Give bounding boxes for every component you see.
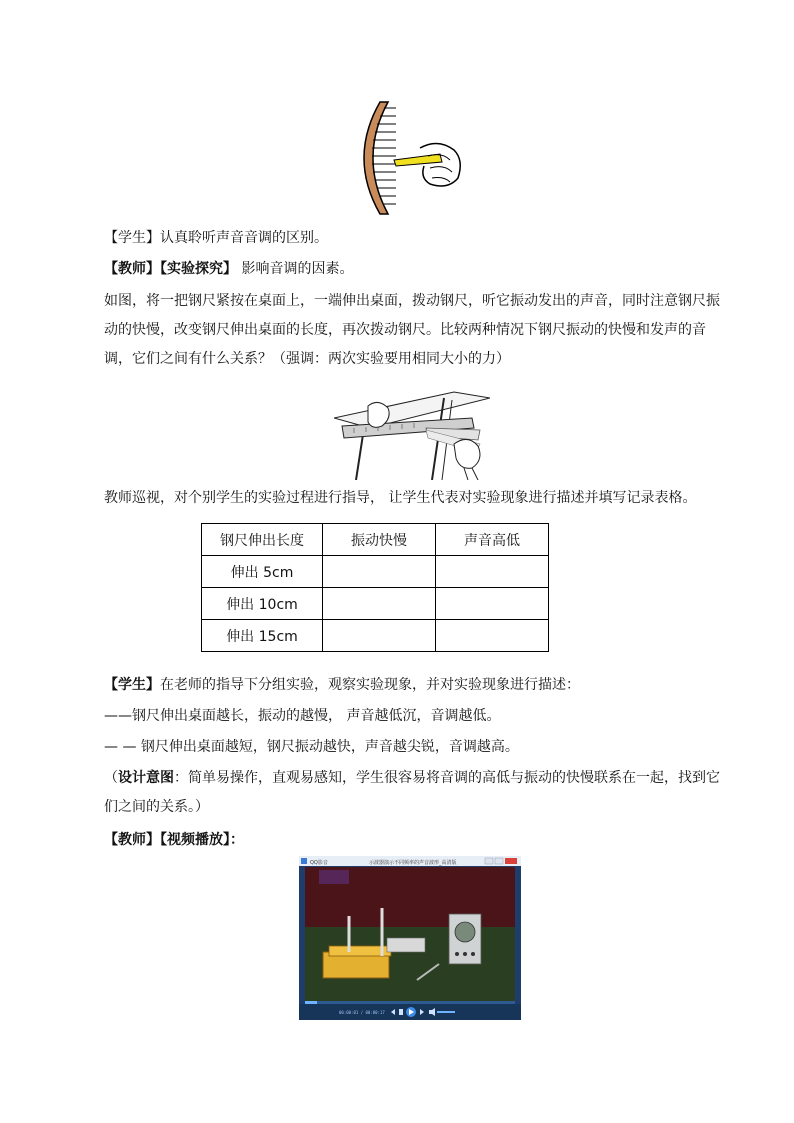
table-cell: 伸出 15cm bbox=[202, 620, 323, 652]
paragraph-teacher-video bbox=[104, 830, 718, 850]
paragraph-text: 在老师的指导下分组实验，观察实验现象，并对实验现象进行描述： bbox=[160, 677, 580, 693]
table-row bbox=[202, 620, 549, 652]
paragraph-text: 影响音调的因素。 bbox=[237, 261, 354, 277]
playback-time: 00:00:01 / 00:00:17 bbox=[339, 1010, 385, 1015]
paragraph-design-intent bbox=[104, 764, 720, 822]
tag-teacher: 【教师】 bbox=[104, 832, 160, 848]
table-cell bbox=[436, 620, 549, 652]
table-header-row bbox=[202, 524, 549, 556]
table-header-cell: 振动快慢 bbox=[323, 524, 436, 556]
paragraph-observation-long: ——钢尺伸出桌面越长，振动的越慢， 声音越低沉，音调越低。 bbox=[104, 708, 501, 724]
paragraph-observation-short: — — 钢尺伸出桌面越短，钢尺振动越快，声音越尖锐，音调越高。 bbox=[104, 739, 519, 755]
volume-slider[interactable] bbox=[437, 1011, 455, 1013]
tag-design-intent: 设计意图 bbox=[118, 770, 174, 786]
close-button[interactable] bbox=[505, 858, 517, 864]
paragraph-text: ：简单易操作，直观易感知，学生很容易将音调的高低与振动的快慢联系在一起，找到它们之间的关系。） bbox=[104, 770, 720, 815]
comb-sound-illustration bbox=[350, 98, 470, 218]
table-row bbox=[202, 556, 549, 588]
tag-video: 【视频播放】 bbox=[160, 832, 230, 848]
paragraph-text: （ bbox=[104, 770, 118, 786]
tag-student: 【学生】 bbox=[104, 677, 160, 693]
table-header-cell: 声音高低 bbox=[436, 524, 549, 556]
video-title: 示波器演示不同频率的声音波形_高清版 bbox=[369, 860, 457, 866]
app-logo-icon bbox=[301, 858, 307, 864]
table-cell bbox=[436, 556, 549, 588]
tag-teacher: 【教师】 bbox=[104, 261, 160, 277]
table-cell: 伸出 10cm bbox=[202, 588, 323, 620]
ruler-on-table-illustration bbox=[334, 384, 490, 480]
video-player-screenshot bbox=[299, 856, 521, 1020]
paragraph-text: 认真聆听声音音调的区别。 bbox=[160, 230, 328, 246]
record-table bbox=[201, 523, 549, 652]
table-header-cell: 钢尺伸出长度 bbox=[202, 524, 323, 556]
table-cell bbox=[323, 588, 436, 620]
tag-experiment: 【实验探究】 bbox=[160, 261, 237, 277]
paragraph-text: ： bbox=[230, 832, 244, 848]
paragraph-student-2 bbox=[104, 675, 718, 695]
progress-fill bbox=[305, 1001, 317, 1004]
minimize-button[interactable] bbox=[485, 858, 493, 864]
paragraph-teacher-1 bbox=[104, 259, 718, 279]
maximize-button[interactable] bbox=[495, 858, 503, 864]
tag-student: 【学生】 bbox=[104, 230, 160, 246]
paragraph-teacher-patrol: 教师巡视，对个别学生的实验过程进行指导， 让学生代表对实验现象进行描述并填写记录表格。 bbox=[104, 490, 697, 506]
table-cell bbox=[436, 588, 549, 620]
table-cell bbox=[323, 620, 436, 652]
table-row bbox=[202, 588, 549, 620]
paragraph-student-1 bbox=[104, 228, 718, 248]
app-name: QQ影音 bbox=[310, 860, 328, 866]
stop-icon[interactable] bbox=[399, 1009, 403, 1015]
paragraph-experiment-description: 如图，将一把钢尺紧按在桌面上，一端伸出桌面，拨动钢尺，听它振动发出的声音，同时注意钢尺振动的快慢，改变钢尺伸出桌面的长度，再次拨动钢尺。比较两种情况下钢尺振动的快慢和发声的音调，它们之间有什么关系？（强调：两次实验要用相同大小的力） bbox=[104, 293, 720, 367]
table-cell bbox=[323, 556, 436, 588]
table-cell: 伸出 5cm bbox=[202, 556, 323, 588]
